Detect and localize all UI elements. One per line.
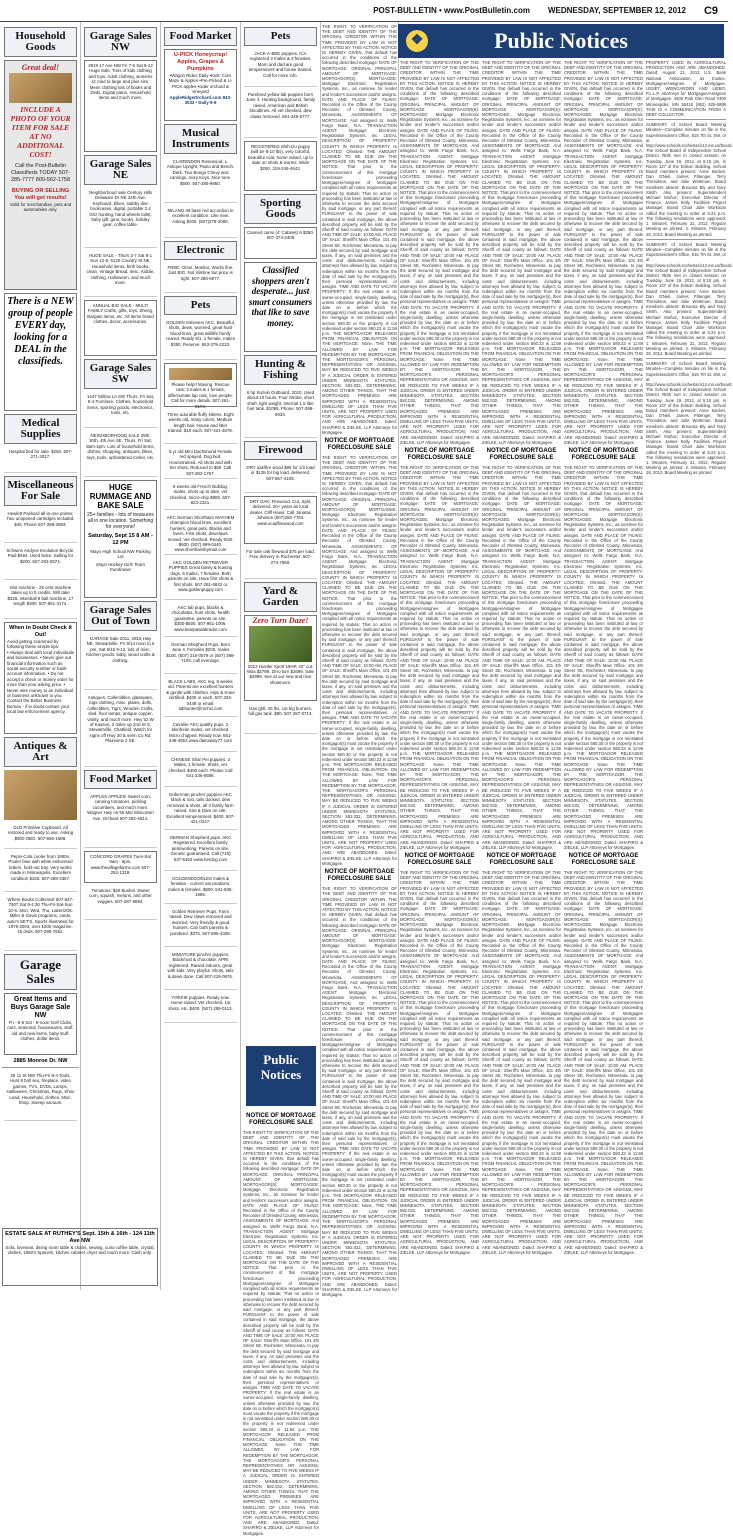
listing-tools-sale[interactable] xyxy=(4,1071,77,1121)
notice-body: THE RIGHT TO VERIFICATION OF THE DEBT AND IDENTITY OF THE ORIGINAL CREDITOR WITHIN THE TIME PROVIDED BY LAW IS NOT AFFECTED BY THIS ACTION. NOTICE IS HEREBY GIVEN, that default has occurred in the conditions of the following described mortgage: DATE OF MORTGAGE: ORIGINAL PRINCIPAL AMOUNT OF MORTGAGE: MORTGAGOR(S): MORTGAGEE: Mortgage Electronic Registration Systems, Inc., as nominee for lender and lender's successors and/or assigns. DATE AND PLACE OF FILING: Recorded in the Office of the County Recorder of Olmsted County, Minnesota. ASSIGNMENTS OF MORTGAGE: And assigned to: Wells Fargo Bank, N.A. TRANSACTION AGENT: Mortgage Electronic Registration Systems, Inc. LEGAL DESCRIPTION OF PROPERTY: COUNTY IN WHICH PROPERTY IS LOCATED: Olmsted. THE AMOUNT CLAIMED TO BE DUE ON THE MORTGAGE ON THE DATE OF THE NOTICE. That prior to the commencement of this mortgage foreclosure proceeding Mortgagee/Assignee of Mortgagee complied with all notice requirements as required by statute; That no action or proceeding has been instituted at law or otherwise to recover the debt secured by said mortgage, or any part thereof; PURSUANT to the power of sale contained in said mortgage, the above described property will be sold by the Sheriff of said county as follows: DATE AND TIME OF SALE: 10:00 AM. PLACE OF SALE: Sheriff's Main Office, 101 4th Street SE, Rochester, Minnesota. to pay the debt secured by said mortgage and taxes, if any, on said premises and the costs and disbursements, including attorneys fees allowed by law, subject to redemption within six months from the date of said sale by the mortgagor(s), their personal representatives or assigns. TIME AND DATE TO VACATE PROPERTY: If the real estate is an owner-occupied, single-family dwelling, unless otherwise provided by law, the date on or before which the mortgagor(s) must vacate the property if the mortgage is not reinstated under section 580.30 or the property is not redeemed under section 580.23 is 11:59 p.m. THE MORTGAGOR RELEASED FROM FINANCIAL OBLIGATION ON THE MORTGAGE: None. THE TIME ALLOWED BY LAW FOR REDEMPTION BY THE MORTGAGOR, THE MORTGAGOR'S PERSONAL REPRESENTATIVES OR ASSIGNS, MAY BE REDUCED TO FIVE WEEKS IF A JUDICIAL ORDER IS ENTERED UNDER MINNESOTA STATUTES, SECTION 582.032, DETERMINING, AMONG OTHER THINGS, THAT THE MORTGAGED PREMISES ARE IMPROVED WITH A RESIDENTIAL DWELLING OF LESS THAN FIVE UNITS, ARE NOT PROPERTY USED FOR AGRICULTURAL PRODUCTION, AND ARE ABANDONED. Dated: SHAPIRO & ZIELKE, LLP Attorneys for Mortgagee. xyxy=(400,60,479,445)
divider xyxy=(2,1067,79,1068)
listing-german-shepherd-pups[interactable] xyxy=(164,833,237,871)
notice-summary: SUMMARY of School Board Meeting Minutes—Complete minutes on file in the Superintendent's Office, 615 7th St. SW, or at http://www.schools.rochester.k12.mn.us/board. The School Board of Independent School District #535 met in closed session on Tuesday, June 19, 2012, at 5:15 pm, in Room 137 of the Edison Building. School Board members present: Anne Becker, Dan O'Neil, James Pittenger, Terry Throndson, and Julie Workman. Board members absent: Breanna Bly and Gary Smith. Also present: Superintendent Michael Muñoz, Executive Director of Finance, James Kelly. Facilities Project Manager. Board Chair Julie Workman called the meeting to order at 5:24 p.m. The following resolutions were approved: 1. Minutes, February 21, 2012, Regular Meeting as printed. 2. Minutes, February 28, 2012, Board Meeting as printed. xyxy=(646,122,733,237)
notice-body: THE RIGHT TO VERIFICATION OF THE DEBT AND IDENTITY OF THE ORIGINAL CREDITOR WITHIN THE TIME PROVIDED BY LAW IS NOT AFFECTED BY THIS ACTION. NOTICE IS HEREBY GIVEN, that default has occurred in the conditions of the following described mortgage: DATE OF MORTGAGE: ORIGINAL PRINCIPAL AMOUNT OF MORTGAGE: MORTGAGOR(S): MORTGAGEE: Mortgage Electronic Registration Systems, Inc., as nominee for lender and lender's successors and/or assigns. DATE AND PLACE OF FILING: Recorded in the Office of the County Recorder of Olmsted County, Minnesota. ASSIGNMENTS OF MORTGAGE: And assigned to: Wells Fargo Bank, N.A. TRANSACTION AGENT: Mortgage Electronic Registration Systems, Inc. LEGAL DESCRIPTION OF PROPERTY: COUNTY IN WHICH PROPERTY IS LOCATED: Olmsted. THE AMOUNT CLAIMED TO BE DUE ON THE MORTGAGE ON THE DATE OF THE NOTICE. That prior to the commencement of this mortgage foreclosure proceeding Mortgagee/Assignee of Mortgagee complied with all notice requirements as required by statute; That no action or proceeding has been instituted at law or otherwise to recover the debt secured by said mortgage, or any part thereof; PURSUANT to the power of sale contained in said mortgage, the above described property will be sold by the Sheriff of said county as follows: DATE AND TIME OF SALE: 10:00 AM. PLACE OF SALE: Sheriff's Main Office, 101 4th Street SE, Rochester, Minnesota. to pay the debt secured by said mortgage and taxes, if any, on said premises and the costs and disbursements, including attorneys fees allowed by law, subject to redemption within six months from the date of said sale by the mortgagor(s), their personal representatives or assigns. TIME AND DATE TO VACATE PROPERTY: If the real estate is an owner-occupied, single-family dwelling, unless otherwise provided by law, the date on or before which the mortgagor(s) must vacate the property if the mortgage is not reinstated under section 580.30 or the property is not redeemed under section 580.23 is 11:59 p.m. THE MORTGAGOR RELEASED FROM FINANCIAL OBLIGATION ON THE MORTGAGE: None. THE TIME ALLOWED BY LAW FOR REDEMPTION BY THE MORTGAGOR, THE MORTGAGOR'S PERSONAL REPRESENTATIVES OR ASSIGNS, MAY BE REDUCED TO FIVE WEEKS IF A JUDICIAL ORDER IS ENTERED UNDER MINNESOTA STATUTES, SECTION 582.032, DETERMINING, AMONG OTHER THINGS, THAT THE MORTGAGED PREMISES ARE IMPROVED WITH A RESIDENTIAL DWELLING OF LESS THAN FIVE UNITS, ARE NOT PROPERTY USED FOR AGRICULTURAL PRODUCTION, AND ARE ABANDONED. Dated: SHAPIRO & ZIELKE, LLP Attorneys for Mortgagee. xyxy=(322,455,397,866)
listing-text: 5 yr old Mini Dachshund Female red spayed. Dog bed. Housetrained. All shots and with her shots, Reduced to $50. Call 507-282-1767. xyxy=(169,449,232,476)
ad-title: Zero Turn Daze! xyxy=(252,616,309,625)
listing-dry-oak-firewood[interactable] xyxy=(244,496,317,544)
listing-tomatoes[interactable] xyxy=(84,886,157,920)
listing-accordion[interactable] xyxy=(164,206,237,238)
listing-title: ESTATE SALE AT RUTHEY'S Sept. 15th & 16th - 124 11th Ave NW xyxy=(5,1231,155,1244)
listing-text: CONCORD GRAPES Tues-Sat 9am - 6pm. www.thevillagefarms.com 507-252-1319. xyxy=(90,854,151,876)
listing-text: AKC lab pups, blacks & chocolates, hunt shots, health guarantee, parents on site, $300-$500. 507-951-1006. www.bearpawlabrador.com xyxy=(171,605,230,632)
listing-text: Schwinn Airdyne Evolution Bicycle. Paid $684. Used twice. Selling for $200. 507-282-0574. xyxy=(6,548,75,564)
listing-jack-a-bee[interactable] xyxy=(244,49,317,87)
notice-column-4 xyxy=(564,60,643,1288)
listing-text: YORKIE puppies. Ready now. Home-raised. Vet checked, 1st shots, etc. $400. (507) 289-0113. xyxy=(168,995,233,1011)
category-garage-sales-nw: Garage Sales NW xyxy=(84,27,157,57)
listing-photo xyxy=(4,770,77,820)
notice-column-2 xyxy=(400,60,479,1288)
listing-rescue-cats[interactable] xyxy=(164,363,237,407)
category-sporting-goods: Sporting Goods xyxy=(244,194,317,224)
listing-suzuki-outboard[interactable] xyxy=(244,388,317,438)
divider xyxy=(646,239,726,240)
listing-text: CHINESE Shar Pei puppies. 2 Males, 1 female. Shots, vet checked. $400 each. Please Call 641-236-6586. xyxy=(168,757,233,779)
public-notices-logo-text: Public Notices xyxy=(260,1052,302,1082)
category-miscellaneous: Miscellaneous For Sale xyxy=(4,476,77,506)
listing-monitor[interactable] xyxy=(164,263,237,293)
listing-yorkie[interactable] xyxy=(164,993,237,1023)
listing-text: OLD Primitive Cupboard. All restored and ready to use. Asking $600 OBO. 507-696-1688. xyxy=(7,825,74,841)
listing-huge-sale-thurs[interactable] xyxy=(84,251,157,297)
listing-printer[interactable] xyxy=(4,509,77,543)
header-page-number: C9 xyxy=(703,4,718,17)
listing-text: German Shepherd Pups. Born June 4. Females $200, males $100. (507) 216-0579 or (507) 399-7193. call evenings. xyxy=(166,642,235,664)
listing-text: Three adorable fluffy kittens. Eight weeks old, many colors. Medium length hair. House and litter trained. $10 each. 507-421-4878. xyxy=(167,412,234,434)
listing-text: 9 weeks old French Bulldog, males, shots up to date, vet checked, micro-chip $800. 507-823-2321. xyxy=(169,484,232,506)
promo-new-group xyxy=(4,293,77,411)
listing-text: AKC German Shorthairs MAYHEM champion blood lines, excellent hunters, great pets. Blacks and livers. First shots, dewclaws moved. Vet checked. Ready 9/30. $600. (507) 699-0440. www.shorthairsbymail.com xyxy=(166,515,235,553)
listing-black-labs[interactable] xyxy=(164,677,237,717)
ad-contact: AppleRidgeOrchard.com 843-3033 • Daily 9-6 xyxy=(169,94,232,106)
megaphone-icon: ❖ xyxy=(406,30,428,52)
category-garage-sales-sw: Garage Sales SW xyxy=(84,359,157,389)
listing-text: Tomatoes: $20 Bushel. Sweet corn, squash, melons, and other veggies. 507-287-8893. xyxy=(89,888,152,904)
public-notices-logo xyxy=(246,1046,316,1106)
category-pets: Pets xyxy=(164,296,237,315)
ad-zero-turn[interactable] xyxy=(244,615,317,701)
promo-valid-text: Valid for merchandise, pets and automobiles only. xyxy=(9,201,72,212)
category-pets: Pets xyxy=(244,27,317,46)
listing-text: Please help!! Moving. Rescue cats: 3 males & 1 female, affectionate lap cats, love people. Call for more details. 507-261-6174. xyxy=(167,382,234,409)
category-medical-supplies: Medical Supplies xyxy=(4,414,77,444)
notice-title: NOTICE OF MORTGAGE FORECLOSURE SALE xyxy=(324,438,395,452)
category-food-market: Food Market xyxy=(164,27,237,46)
ad-text: 2012 Hustler Sport 19HP, 42" cut. Was $2799. Zero turn $2699. Sale $2999. See at our new and nice showroom. xyxy=(247,663,314,685)
listing-shar-pei[interactable] xyxy=(164,755,237,787)
listing-slot-machine[interactable] xyxy=(4,583,77,619)
promo-new-group-text: There is a NEW group of people EVERY day, looking for a DEAL in the classifieds. xyxy=(7,296,74,367)
listing-text: GARAGE Sale 2011, 2815 Hwy NE, Stewartville. Fri 9/14 noon to 6 pm, Sat 9/15 9-12. lots of misc. Kitchen goods, baby, wood crafts & clothing. xyxy=(86,636,155,663)
scam-tips-intro: Avoid getting scammed by following these simple tips: xyxy=(7,639,60,650)
public-notices-header xyxy=(398,24,724,58)
listing-text: MINIATURE pincher puppies. Black/rust & chocolate. APRI registered. Raised indoors, great with kids. Very playful. Shots, tails & dews done. Call 507-219-0976. xyxy=(167,952,234,979)
category-garage-sales: Garage Sales xyxy=(4,954,77,990)
notice-title: NOTICE OF MORTGAGE FORECLOSURE SALE xyxy=(486,448,557,462)
category-firewood: Firewood xyxy=(244,441,317,460)
listing-oak-firewood[interactable] xyxy=(244,547,317,579)
listing-bicycle[interactable] xyxy=(4,546,77,580)
listing-text: 6 hp Suzuki Outboard. 2010. Used about 10 hours. Four Stroke, short shaft, light weight. Internal 1.5 liter fuel tank. $1095. Phone: 507-398-9034. xyxy=(246,390,315,417)
promo-text: Classified shoppers aren't desperate... just smart consumers that like to save money. xyxy=(248,265,313,328)
mower-photo xyxy=(249,626,312,662)
category-garage-sales-out-of-town: Garage Sales Out of Town xyxy=(84,601,157,631)
listing-text: Where Books Collected! 507-947-7907 Sat 9-4:30 Thu-Fri-Sat-Sun 10-6. Mon, Wed, Thu, Lakers/Ok. Miller & Gavin programs, cards, auto's SET'S, Sports illustrated for 1975-2003, over 1200 magazine. 15 dvds. 507-288-7652. xyxy=(7,897,74,935)
listing-goldendoodles[interactable] xyxy=(164,874,237,904)
listing-text: GOLDEN retrievers AKC. Beautiful, shots, dews, wormed, great hunt blood lines, great wildlife family reared. Ready 9/1. 1 female, males $350. Reserve. 563-379-2233. xyxy=(166,320,235,347)
listing-note: Mayo Hockey Girls Team Fundraiser xyxy=(96,561,145,573)
notice-body: THE RIGHT TO VERIFICATION OF THE DEBT AND IDENTITY OF THE ORIGINAL CREDITOR WITHIN THE TIME PROVIDED BY LAW IS NOT AFFECTED BY THIS ACTION. NOTICE IS HEREBY GIVEN, that default has occurred in the conditions of the following described mortgage: DATE OF MORTGAGE: ORIGINAL PRINCIPAL AMOUNT OF MORTGAGE: MORTGAGOR(S): MORTGAGEE: Mortgage Electronic Registration Systems, Inc., as nominee for lender and lender's successors and/or assigns. DATE AND PLACE OF FILING: Recorded in the Office of the County Recorder of Olmsted County, Minnesota. ASSIGNMENTS OF MORTGAGE: And assigned to: Wells Fargo Bank, N.A. TRANSACTION AGENT: Mortgage Electronic Registration Systems, Inc. LEGAL DESCRIPTION OF PROPERTY: COUNTY IN WHICH PROPERTY IS LOCATED: Olmsted. THE AMOUNT CLAIMED TO BE DUE ON THE MORTGAGE ON THE DATE OF THE NOTICE. That prior to the commencement of this mortgage foreclosure proceeding Mortgagee/Assignee of Mortgagee complied with all notice requirements as required by statute; That no action or proceeding has been instituted at law or otherwise to recover the debt secured by said mortgage, or any part thereof; PURSUANT to the power of sale contained in said mortgage, the above described property will be sold by the Sheriff of said county as follows: DATE AND TIME OF SALE: 10:00 AM. PLACE OF SALE: Sheriff's Main Office, 101 4th Street SE, Rochester, Minnesota. to pay the debt secured by said mortgage and taxes, if any, on said premises and the costs and disbursements, including attorneys fees allowed by law, subject to redemption within six months from the date of said sale by the mortgagor(s), their personal representatives or assigns. TIME AND DATE TO VACATE PROPERTY: If the real estate is an owner-occupied, single-family dwelling, unless otherwise provided by law, the date on or before which the mortgagor(s) must vacate the property if the mortgage is not reinstated under section 580.30 or the property is not redeemed under section 580.23 is 11:59 p.m. THE MORTGAGOR RELEASED FROM FINANCIAL OBLIGATION ON THE MORTGAGE: None. THE TIME ALLOWED BY LAW FOR REDEMPTION BY THE MORTGAGOR, THE MORTGAGOR'S PERSONAL REPRESENTATIVES OR ASSIGNS, MAY BE REDUCED TO FIVE WEEKS IF A JUDICIAL ORDER IS ENTERED UNDER MINNESOTA STATUTES, SECTION 582.032, DETERMINING, AMONG OTHER THINGS, THAT THE MORTGAGED PREMISES ARE IMPROVED WITH A RESIDENTIAL DWELLING OF LESS THAN FIVE UNITS, ARE NOT PROPERTY USED FOR AGRICULTURAL PRODUCTION, AND ARE ABANDONED. Dated: SHAPIRO & ZIELKE, LLP Attorneys for Mortgagee. xyxy=(400,870,479,1255)
listing-concord-grapes[interactable] xyxy=(84,851,157,883)
divider xyxy=(646,119,726,120)
listing-title: Great Items and Buys Garage Sale NW xyxy=(10,996,71,1019)
listing-text: MILAND 48 base red accordion in excellent condition. Like new. Asking $200. (507)278-2080. xyxy=(167,208,234,224)
listing-yellow-lab[interactable] xyxy=(244,90,317,138)
notice-summary: SUMMARY of School Board Meeting Minutes—Complete minutes on file in the Superintendent's Office, 615 7th St. SW, or at http://www.schools.rochester.k12.mn.us/board. The School Board of Independent School District #535 met in closed session on Tuesday, June 19, 2012, at 5:15 pm, in Room 137 of the Edison Building. School Board members present: Anne Becker, Dan O'Neil, James Pittenger, Terry Throndson, and Julie Workman. Board members absent: Breanna Bly and Gary Smith. Also present: Superintendent Michael Muñoz, Executive Director of Finance, James Kelly. Facilities Project Manager. Board Chair Julie Workman called the meeting to order at 5:24 p.m. The following resolutions were approved: 1. Minutes, February 21, 2012, Regular Meeting as printed. 2. Minutes, February 28, 2012, Board Meeting as printed. xyxy=(646,241,733,356)
category-musical-instruments: Musical Instruments xyxy=(164,124,237,154)
notice-title: NOTICE OF MORTGAGE FORECLOSURE SALE xyxy=(324,869,395,883)
scam-tips-title: When in Doubt Check it Out! xyxy=(9,625,72,638)
listing-golden-retriever-pups[interactable] xyxy=(164,907,237,947)
column-divider xyxy=(80,22,81,1290)
category-hunting-fishing: Hunting & Fishing xyxy=(244,355,317,385)
listing-french-bulldog[interactable] xyxy=(164,482,237,510)
listing-lab-pups[interactable] xyxy=(164,603,237,637)
promo-buying-text: BUYING OR SELLING You will get results! xyxy=(11,187,70,201)
listing-neighborhood-sale[interactable] xyxy=(84,188,157,248)
listing-huge-sale[interactable] xyxy=(84,60,157,152)
listing-text: FREE: Orion, Monitor, Works fine. Just BIG. Not slimline but price is right. 507-288-9077. xyxy=(167,265,234,281)
notice-body: THE RIGHT TO VERIFICATION OF THE DEBT AND IDENTITY OF THE ORIGINAL CREDITOR WITHIN THE TIME PROVIDED BY LAW IS NOT AFFECTED BY THIS ACTION. NOTICE IS HEREBY GIVEN, that default has occurred in the conditions of the following described mortgage: DATE OF MORTGAGE: ORIGINAL PRINCIPAL AMOUNT OF MORTGAGE: MORTGAGOR(S): MORTGAGEE: Mortgage Electronic Registration Systems, Inc., as nominee for lender and lender's successors and/or assigns. DATE AND PLACE OF FILING: Recorded in the Office of the County Recorder of Olmsted County, Minnesota. ASSIGNMENTS OF MORTGAGE: And assigned to: Wells Fargo Bank, N.A. TRANSACTION AGENT: Mortgage Electronic Registration Systems, Inc. LEGAL DESCRIPTION OF PROPERTY: COUNTY IN WHICH PROPERTY IS LOCATED: Olmsted. THE AMOUNT CLAIMED TO BE DUE ON THE MORTGAGE ON THE DATE OF THE NOTICE. That prior to the commencement of this mortgage foreclosure proceeding Mortgagee/Assignee of Mortgagee complied with all notice requirements as required by statute; That no action or proceeding has been instituted at law or otherwise to recover the debt secured by said mortgage, or any part thereof; PURSUANT to the power of sale contained in said mortgage, the above described property will be sold by the Sheriff of said county as follows: DATE AND TIME OF SALE: 10:00 AM. PLACE OF SALE: Sheriff's Main Office, 101 4th Street SE, Rochester, Minnesota. to pay the debt secured by said mortgage and taxes, if any, on said premises and the costs and disbursements, including attorneys fees allowed by law, subject to redemption within six months from the date of said sale by the mortgagor(s), their personal representatives or assigns. TIME AND DATE TO VACATE PROPERTY: If the real estate is an owner-occupied, single-family dwelling, unless otherwise provided by law, the date on or before which the mortgagor(s) must vacate the property if the mortgage is not reinstated under section 580.30 or the property is not redeemed under section 580.23 is 11:59 p.m. THE MORTGAGOR RELEASED FROM FINANCIAL OBLIGATION ON THE MORTGAGE: None. THE TIME ALLOWED BY LAW FOR REDEMPTION BY THE MORTGAGOR, THE MORTGAGOR'S PERSONAL REPRESENTATIVES OR ASSIGNS, MAY BE REDUCED TO FIVE WEEKS IF A JUDICIAL ORDER IS ENTERED UNDER MINNESOTA STATUTES, SECTION 582.032, DETERMINING, AMONG OTHER THINGS, THAT THE MORTGAGED PREMISES ARE IMPROVED WITH A RESIDENTIAL DWELLING OF LESS THAN FIVE UNITS, ARE NOT PROPERTY USED FOR AGRICULTURAL PRODUCTION, AND ARE ABANDONED. Dated: SHAPIRO & ZIELKE, LLP Attorneys for Mortgagee. xyxy=(564,465,643,850)
notice-body: THE RIGHT TO VERIFICATION OF THE DEBT AND IDENTITY OF THE ORIGINAL CREDITOR WITHIN THE TIME PROVIDED BY LAW IS NOT AFFECTED BY THIS ACTION. NOTICE IS HEREBY GIVEN, that default has occurred in the conditions of the following described mortgage: DATE OF MORTGAGE: ORIGINAL PRINCIPAL AMOUNT OF MORTGAGE: MORTGAGOR(S): MORTGAGEE: Mortgage Electronic Registration Systems, Inc., as nominee for lender and lender's successors and/or assigns. DATE AND PLACE OF FILING: Recorded in the Office of the County Recorder of Olmsted County, Minnesota. ASSIGNMENTS OF MORTGAGE: And assigned to: Wells Fargo Bank, N.A. TRANSACTION AGENT: Mortgage Electronic Registration Systems, Inc. LEGAL DESCRIPTION OF PROPERTY: COUNTY IN WHICH PROPERTY IS LOCATED: Olmsted. THE AMOUNT CLAIMED TO BE DUE ON THE MORTGAGE ON THE DATE OF THE NOTICE. That prior to the commencement of this mortgage foreclosure proceeding Mortgagee/Assignee of Mortgagee complied with all notice requirements as required by statute; That no action or proceeding has been instituted at law or otherwise to recover the debt secured by said mortgage, or any part thereof; PURSUANT to the power of sale contained in said mortgage, the above described property will be sold by the Sheriff of said county as follows: DATE AND TIME OF SALE: 10:00 AM. PLACE OF SALE: Sheriff's Main Office, 101 4th Street SE, Rochester, Minnesota. to pay the debt secured by said mortgage and taxes, if any, on said premises and the costs and disbursements, including attorneys fees allowed by law, subject to redemption within six months from the date of said sale by the mortgagor(s), their personal representatives or assigns. TIME AND DATE TO VACATE PROPERTY: If the real estate is an owner-occupied, single-family dwelling, unless otherwise provided by law, the date on or before which the mortgagor(s) must vacate the property if the mortgage is not reinstated under section 580.30 or the property is not redeemed under section 580.23 is 11:59 p.m. THE MORTGAGOR RELEASED FROM FINANCIAL OBLIGATION ON THE MORTGAGE: None. THE TIME ALLOWED BY LAW FOR REDEMPTION BY THE MORTGAGOR, THE MORTGAGOR'S PERSONAL REPRESENTATIVES OR ASSIGNS, MAY BE REDUCED TO FIVE WEEKS IF A JUDICIAL ORDER IS ENTERED UNDER MINNESOTA STATUTES, SECTION 582.032, DETERMINING, AMONG OTHER THINGS, THAT THE MORTGAGED PREMISES ARE IMPROVED WITH A RESIDENTIAL DWELLING OF LESS THAN FIVE UNITS, ARE NOT PROPERTY USED FOR AGRICULTURAL PRODUCTION, AND ARE ABANDONED. Dated: SHAPIRO & ZIELKE, LLP Attorneys for Mortgagee. xyxy=(564,60,643,445)
listing-miniature-pincher[interactable] xyxy=(164,950,237,990)
listing-gas-grill[interactable] xyxy=(244,704,317,734)
listing-photo xyxy=(169,368,232,380)
category-antiques-art: Antiques & Art xyxy=(4,737,77,767)
ad-upick[interactable] xyxy=(164,49,237,121)
listing-text: Fri - 8-5 Sat - 8-noon Golf Clubs, cars, seasonal, housewares, stuff, old and new items, baby stuff, clothes, dollar items. xyxy=(7,1020,74,1042)
classified-column-2 xyxy=(82,24,159,1288)
notice-body: THE RIGHT TO VERIFICATION OF THE DEBT AND IDENTITY OF THE ORIGINAL CREDITOR WITHIN THE TIME PROVIDED BY LAW IS NOT AFFECTED BY THIS ACTION. NOTICE IS HEREBY GIVEN, that default has occurred in the conditions of the following described mortgage: DATE OF MORTGAGE: ORIGINAL PRINCIPAL AMOUNT OF MORTGAGE: MORTGAGOR(S): MORTGAGEE: Mortgage Electronic Registration Systems, Inc., as nominee for lender and lender's successors and/or assigns. DATE AND PLACE OF FILING: Recorded in the Office of the County Recorder of Olmsted County, Minnesota. ASSIGNMENTS OF MORTGAGE: And assigned to: Wells Fargo Bank, N.A. TRANSACTION AGENT: Mortgage Electronic Registration Systems, Inc. LEGAL DESCRIPTION OF PROPERTY: COUNTY IN WHICH PROPERTY IS LOCATED: Olmsted. THE AMOUNT CLAIMED TO BE DUE ON THE MORTGAGE ON THE DATE OF THE NOTICE. That prior to the commencement of this mortgage foreclosure proceeding Mortgagee/Assignee of Mortgagee complied with all notice requirements as required by statute; That no action or proceeding has been instituted at law or otherwise to recover the debt secured by said mortgage, or any part thereof; PURSUANT to the power of sale contained in said mortgage, the above described property will be sold by the Sheriff of said county as follows: DATE AND TIME OF SALE: 10:00 AM. PLACE OF SALE: Sheriff's Main Office, 101 4th Street SE, Rochester, Minnesota. to pay the debt secured by said mortgage and taxes, if any, on said premises and the costs and disbursements, including attorneys fees allowed by law, subject to redemption within six months from the date of said sale by the mortgagor(s), their personal representatives or assigns. TIME AND DATE TO VACATE PROPERTY: If the real estate is an owner-occupied, single-family dwelling, unless otherwise provided by law, the date on or before which the mortgagor(s) must vacate the property if the mortgage is not reinstated under section 580.30 or the property is not redeemed under section 580.23 is 11:59 p.m. THE MORTGAGOR RELEASED FROM FINANCIAL OBLIGATION ON THE MORTGAGE: None. THE TIME ALLOWED BY LAW FOR REDEMPTION BY THE MORTGAGOR, THE MORTGAGOR'S PERSONAL REPRESENTATIVES OR ASSIGNS, MAY BE REDUCED TO FIVE WEEKS IF A JUDICIAL ORDER IS ENTERED UNDER MINNESOTA STATUTES, SECTION 582.032, DETERMINING, AMONG OTHER THINGS, THAT THE MORTGAGED PREMISES ARE IMPROVED WITH A RESIDENTIAL DWELLING OF LESS THAN FIVE UNITS, ARE NOT PROPERTY USED FOR AGRICULTURAL PRODUCTION, AND ARE ABANDONED. Dated: SHAPIRO & ZIELKE, LLP Attorneys for Mortgagee. xyxy=(400,465,479,850)
listing-text: REGISTERED Shih-tzu puppy (will be 8-10 lbs), very colorful, beautiful coat, home raised, up to date on shots & worms. Wide $250. 319-249-4643. xyxy=(248,144,313,171)
listing-rummage-sale[interactable] xyxy=(84,480,157,598)
notice-body: THE RIGHT TO VERIFICATION OF THE DEBT AND IDENTITY OF THE ORIGINAL CREDITOR WITHIN THE TIME PROVIDED BY LAW IS NOT AFFECTED BY THIS ACTION. NOTICE IS HEREBY GIVEN, that default has occurred in the conditions of the following described mortgage: DATE OF MORTGAGE: ORIGINAL PRINCIPAL AMOUNT OF MORTGAGE: MORTGAGOR(S): MORTGAGEE: Mortgage Electronic Registration Systems, Inc., as nominee for lender and lender's successors and/or assigns. DATE AND PLACE OF FILING: Recorded in the Office of the County Recorder of Olmsted County, Minnesota. ASSIGNMENTS OF MORTGAGE: And assigned to: Wells Fargo Bank, N.A. TRANSACTION AGENT: Mortgage Electronic Registration Systems, Inc. LEGAL DESCRIPTION OF PROPERTY: COUNTY IN WHICH PROPERTY IS LOCATED: Olmsted. THE AMOUNT CLAIMED TO BE DUE ON THE MORTGAGE ON THE DATE OF THE NOTICE. That prior to the commencement of this mortgage foreclosure proceeding Mortgagee/Assignee of Mortgagee complied with all notice requirements as required by statute; That no action or proceeding has been instituted at law or otherwise to recover the debt secured by said mortgage, or any part thereof; PURSUANT to the power of sale contained in said mortgage, the above described property will be sold by the Sheriff of said county as follows: DATE AND TIME OF SALE: 10:00 AM. PLACE OF SALE: Sheriff's Main Office, 101 4th Street SE, Rochester, Minnesota. to pay the debt secured by said mortgage and taxes, if any, on said premises and the costs and disbursements, including attorneys fees allowed by law, subject to redemption within six months from the date of said sale by the mortgagor(s), their personal representatives or assigns. TIME AND DATE TO VACATE PROPERTY: If the real estate is an owner-occupied, single-family dwelling, unless otherwise provided by law, the date on or before which the mortgagor(s) must vacate the property if the mortgage is not reinstated under section 580.30 or the property is not redeemed under section 580.23 is 11:59 p.m. THE MORTGAGOR RELEASED FROM FINANCIAL OBLIGATION ON THE MORTGAGE: None. THE TIME ALLOWED BY LAW FOR REDEMPTION BY THE MORTGAGOR, THE MORTGAGOR'S PERSONAL REPRESENTATIVES OR ASSIGNS, MAY BE REDUCED TO FIVE WEEKS IF A JUDICIAL ORDER IS ENTERED UNDER MINNESOTA STATUTES, SECTION 582.032, DETERMINING, AMONG OTHER THINGS, THAT THE MORTGAGED PREMISES ARE IMPROVED WITH A RESIDENTIAL DWELLING OF LESS THAN FIVE UNITS, ARE NOT PROPERTY USED FOR AGRICULTURAL PRODUCTION, AND ARE ABANDONED. Dated: SHAPIRO & ZIELKE, LLP Attorneys for Mortgagee. xyxy=(322,24,397,435)
listing-text: ANNUAL BIG SALE - MULTI FAMILY Crafts, gifts, toys, Zheng, Bargain items, etc. All items brand clothes, decor, accessories. xyxy=(87,303,154,325)
listing-doberman[interactable] xyxy=(164,790,237,830)
listing-text: Hewlett Packard all-in-one printer. Two unopened cartridges included. $45. Phone 507-288-3693. xyxy=(6,511,75,527)
promo-great-deal: Great deal! xyxy=(21,63,60,72)
promo-classified-shoppers xyxy=(244,262,317,352)
notice-body: THE RIGHT TO VERIFICATION OF THE DEBT AND IDENTITY OF THE ORIGINAL CREDITOR WITHIN THE TIME PROVIDED BY LAW IS NOT AFFECTED BY THIS ACTION. NOTICE IS HEREBY GIVEN, that default has occurred in the conditions of the following described mortgage: DATE OF MORTGAGE: ORIGINAL PRINCIPAL AMOUNT OF MORTGAGE: MORTGAGOR(S): MORTGAGEE: Mortgage Electronic Registration Systems, Inc., as nominee for lender and lender's successors and/or assigns. DATE AND PLACE OF FILING: Recorded in the Office of the County Recorder of Olmsted County, Minnesota. ASSIGNMENTS OF MORTGAGE: And assigned to: Wells Fargo Bank, N.A. TRANSACTION AGENT: Mortgage Electronic Registration Systems, Inc. LEGAL DESCRIPTION OF PROPERTY: COUNTY IN WHICH PROPERTY IS LOCATED: Olmsted. THE AMOUNT CLAIMED TO BE DUE ON THE MORTGAGE ON THE DATE OF THE NOTICE. That prior to the commencement of this mortgage foreclosure proceeding Mortgagee/Assignee of Mortgagee complied with all notice requirements as required by statute; That no action or proceeding has been instituted at law or otherwise to recover the debt secured by said mortgage, or any part thereof; PURSUANT to the power of sale contained in said mortgage, the above described property will be sold by the Sheriff of said county as follows: DATE AND TIME OF SALE: 10:00 AM. PLACE OF SALE: Sheriff's Main Office, 101 4th Street SE, Rochester, Minnesota. to pay the debt secured by said mortgage and taxes, if any, on said premises and the costs and disbursements, including attorneys fees allowed by law, subject to redemption within six months from the date of said sale by the mortgagor(s), their personal representatives or assigns. TIME AND DATE TO VACATE PROPERTY: If the real estate is an owner-occupied, single-family dwelling, unless otherwise provided by law, the date on or before which the mortgagor(s) must vacate the property if the mortgage is not reinstated under section 580.30 or the property is not redeemed under section 580.23 is 11:59 p.m. THE MORTGAGOR RELEASED FROM FINANCIAL OBLIGATION ON THE MORTGAGE: None. THE TIME ALLOWED BY LAW FOR REDEMPTION BY THE MORTGAGOR, THE MORTGAGOR'S PERSONAL REPRESENTATIVES OR ASSIGNS, MAY BE REDUCED TO FIVE WEEKS IF A JUDICIAL ORDER IS ENTERED UNDER MINNESOTA STATUTES, SECTION 582.032, DETERMINING, AMONG OTHER THINGS, THAT THE MORTGAGED PREMISES ARE IMPROVED WITH A RESIDENTIAL DWELLING OF LESS THAN FIVE UNITS, ARE NOT PROPERTY USED FOR AGRICULTURAL PRODUCTION, AND ARE ABANDONED. Dated: SHAPIRO & ZIELKE, LLP Attorneys for Mortgagee. xyxy=(564,870,643,1255)
listing-text: CLARENDON Rosewood, L. Antique Upright, Piano and Bench. Dark. Two Bongo Chevy and carvings. Ivory Keys. Nice tone. $500. 507-285-9950. xyxy=(166,159,235,186)
listing-hospital-bed[interactable] xyxy=(4,447,77,473)
listing-neighborhood-sw[interactable] xyxy=(84,431,157,477)
listing-estate-sale[interactable] xyxy=(2,1228,158,1286)
notice-title: NOTICE OF MORTGAGE FORECLOSURE SALE xyxy=(568,853,639,867)
ad-text: •Wagon Rides Daily •Kids' Corn Maze & Apples •Pre-Picked & U-PICK apples •cider orchard & vineyard xyxy=(168,73,233,95)
listing-dry-oak[interactable] xyxy=(244,463,317,493)
listing-title: HUGE RUMMAGE AND BAKE SALE xyxy=(89,483,152,510)
notice-column-bottom xyxy=(243,1110,319,1536)
notice-title: NOTICE OF MORTGAGE FORECLOSURE SALE xyxy=(404,448,475,462)
listing-text: 1447 Willow Ln SW Thurs, Fri Sat, 8-4 Furniture, Clothes, household items, sporting goods, electronics, tools, etc. xyxy=(86,394,155,416)
listing-cavalier[interactable] xyxy=(164,720,237,752)
listing-stewartville[interactable] xyxy=(84,634,157,690)
header-date: WEDNESDAY, SEPTEMBER 12, 2012 xyxy=(547,6,686,15)
listing-text: Doberman pincher puppies AKC black & rust, tails docked, dew removed & shots, all 3 family farm raised. Sire & Dam on site. Excellent temperament. $400. 507-421-0247. xyxy=(166,792,235,825)
category-electronic: Electronic xyxy=(164,241,237,260)
listing-piano[interactable] xyxy=(164,157,237,203)
divider xyxy=(646,358,726,359)
listing-date: Saturday, Sept 15 8 AM - 12 PM xyxy=(88,533,153,546)
listing-canned-camo[interactable] xyxy=(244,227,317,259)
notice-title: NOTICE OF MORTGAGE FORECLOSURE SALE xyxy=(404,853,475,867)
listing-text: Pepsi-Cola cooler from 1950s. Pooler blue with white embossed letters, hold-out tray. Very works made in Minneapolis. Excellent condition $325. 507-288-3367. xyxy=(8,854,73,881)
listing-books[interactable] xyxy=(4,895,77,951)
promo-include-text: INCLUDE A PHOTO OF YOUR ITEM FOR SALE AT NO ADDITIONAL COST! xyxy=(10,104,71,159)
listing-willow-ln[interactable] xyxy=(84,392,157,428)
notice-summary: SUMMARY of School Board Meeting Minutes—Complete minutes on file in the Superintendent's Office, 615 7th St. SW, or at http://www.schools.rochester.k12.mn.us/board. The School Board of Independent School District #535 met in closed session on Tuesday, June 19, 2012, at 5:15 pm, in Room 137 of the Edison Building. School Board members present: Anne Becker, Dan O'Neil, James Pittenger, Terry Throndson, and Julie Workman. Board members absent: Breanna Bly and Gary Smith. Also present: Superintendent Michael Muñoz, Executive Director of Finance, James Kelly. Facilities Project Manager. Board Chair Julie Workman called the meeting to order at 5:24 p.m. The following resolutions were approved: 1. Minutes, February 21, 2012, Regular Meeting as printed. 2. Minutes, February 28, 2012, Board Meeting as printed. xyxy=(646,361,733,476)
column-divider xyxy=(320,22,321,1290)
listing-location: Mayo High School NW Parking Lot xyxy=(90,549,151,560)
column-divider xyxy=(160,22,161,1290)
notice-body: THE RIGHT TO VERIFICATION OF THE DEBT AND IDENTITY OF THE ORIGINAL CREDITOR WITHIN THE TIME PROVIDED BY LAW IS NOT AFFECTED BY THIS ACTION. NOTICE IS HEREBY GIVEN, that default has occurred in the conditions of the following described mortgage: DATE OF MORTGAGE: ORIGINAL PRINCIPAL AMOUNT OF MORTGAGE: MORTGAGOR(S): MORTGAGEE: Mortgage Electronic Registration Systems, Inc., as nominee for lender and lender's successors and/or assigns. DATE AND PLACE OF FILING: Recorded in the Office of the County Recorder of Olmsted County, Minnesota. ASSIGNMENTS OF MORTGAGE: And assigned to: Wells Fargo Bank, N.A. TRANSACTION AGENT: Mortgage Electronic Registration Systems, Inc. LEGAL DESCRIPTION OF PROPERTY: COUNTY IN WHICH PROPERTY IS LOCATED: Olmsted. THE AMOUNT CLAIMED TO BE DUE ON THE MORTGAGE ON THE DATE OF THE NOTICE. That prior to the commencement of this mortgage foreclosure proceeding Mortgagee/Assignee of Mortgagee complied with all notice requirements as required by statute; That no action or proceeding has been instituted at law or otherwise to recover the debt secured by said mortgage, or any part thereof; PURSUANT to the power of sale contained in said mortgage, the above described property will be sold by the Sheriff of said county as follows: DATE AND TIME OF SALE: 10:00 AM. PLACE OF SALE: Sheriff's Main Office, 101 4th Street SE, Rochester, Minnesota. to pay the debt secured by said mortgage and taxes, if any, on said premises and the costs and disbursements, including attorneys fees allowed by law, subject to redemption within six months from the date of said sale by the mortgagor(s), their personal representatives or assigns. TIME AND DATE TO VACATE PROPERTY: If the real estate is an owner-occupied, single-family dwelling, unless otherwise provided by law, the date on or before which the mortgagor(s) must vacate the property if the mortgage is not reinstated under section 580.30 or the property is not redeemed under section 580.23 is 11:59 p.m. THE MORTGAGOR RELEASED FROM FINANCIAL OBLIGATION ON THE MORTGAGE: None. THE TIME ALLOWED BY LAW FOR REDEMPTION BY THE MORTGAGOR, THE MORTGAGOR'S PERSONAL REPRESENTATIVES OR ASSIGNS, MAY BE REDUCED TO FIVE WEEKS IF A JUDICIAL ORDER IS ENTERED UNDER MINNESOTA STATUTES, SECTION 582.032, DETERMINING, AMONG OTHER THINGS, THAT THE MORTGAGED PREMISES ARE IMPROVED WITH A RESIDENTIAL DWELLING OF LESS THAN FIVE UNITS, ARE NOT PROPERTY USED FOR AGRICULTURAL PRODUCTION, AND ARE ABANDONED. Dated: SHAPIRO & ZIELKE, LLP Attorneys for Mortgagee. xyxy=(243,1130,319,1536)
promo-include-photo[interactable] xyxy=(4,60,77,290)
notice-title: NOTICE OF MORTGAGE FORECLOSURE SALE xyxy=(486,853,557,867)
category-garage-sales-ne: Garage Sales NE xyxy=(84,155,157,185)
listing-text: DRY OAK: Firewood. Cut, Split, delivered. 20+ years as local dealer. Cliff Hasel. Call Jonatas Johnson (507)282-7763. www.ocadfirewood.com xyxy=(249,499,312,526)
category-household-goods: Household Goods xyxy=(4,27,77,57)
notice-title: NOTICE OF MORTGAGE FORECLOSURE SALE xyxy=(246,1113,316,1126)
listing-text: 2919 17 Ave NW Fri 7-5 Sat 8-12 Huge Sale. Tons of kids clothing and toys. Adult clothing, womens sz med to large and plus size. Mens clothing lots of books and Dvds. Digital piano. Household items and much more. xyxy=(88,63,153,101)
listing-apples[interactable] xyxy=(84,792,157,848)
classified-column-1 xyxy=(2,24,79,1288)
listing-text: For sale oak firewood $75 per load. Free delivery in Rochester. 507-273-7960. xyxy=(246,549,315,565)
listing-text: 25+ families - lots of treasures all in one location. Something for everyone! xyxy=(87,512,154,530)
listing-text: Purebred yellow lab puppies born June 4. Hunting background, family raised. American and British bloodlines. All vet checked. dew claws removed. 651-345-5777. xyxy=(246,92,315,119)
listing-text: Sofa, loveseat, dining room table & chairs, sewing, curio coffee table, crystal, dishes, 1950's Spanish, kitchen cabinet, dryer and much more. Cash only. xyxy=(5,1245,155,1256)
listing-text: Hospital bed for sale. $250. 507-271-3017. xyxy=(8,449,73,460)
listing-text: Antiques, Collectibles, glassware, rugs clothing, misc. plates, dolls, collectibles, Tigrs, Wooden Crafts, sled, floor lamps, antique copper, vanity, and much more. Hwy 52 W of Kasson, 2 miles up 2nd St S, Stewartville, Chatfield, Watch for signs off Hwy 30 & seen Co Rd. Plainview 2 SE. xyxy=(87,695,154,744)
listing-pepsi-cooler[interactable] xyxy=(4,852,77,892)
notice-column-1 xyxy=(322,24,397,1297)
listing-antiques-collectibles[interactable] xyxy=(84,693,157,767)
column-divider xyxy=(240,22,241,1290)
listing-text: HUGE SALE - Thurs 3-7 Sat 8-1 Sun 12-6. 5120 Country St NE. Household items, birth books, clean. Vintage Bread, misc. Kiddie, clothing, Halloween, and much more. xyxy=(86,253,155,286)
listing-text: GOLDENDOODLES males & females - current vaccinations, males & females. $500. 641-836-1986. xyxy=(168,876,233,898)
listing-cupboard[interactable] xyxy=(4,823,77,849)
listing-kittens[interactable] xyxy=(164,410,237,444)
notice-column-5 xyxy=(646,60,733,1288)
listing-text: Cavalier AKC quality pups. 2 blenheim males, vet checked. Micro chipped. Ready now. 651-448-4553 www.dainsway77.com xyxy=(169,722,232,744)
listing-text: BLACK LABS, AKC reg, 9 weeks old. Parents are excellent hunters & gentle with children. Hips & Knee certified. $400 or each. 507-332-0449 or email: labhunter@mchsi.com xyxy=(166,679,235,712)
listing-dachshund[interactable] xyxy=(164,447,237,479)
listing-text: Slot machine - 25 cent machine takes up to 5 credits. Will take $325. Skeeball 8 ball machine, 17 length $300. 507-951-4174. xyxy=(7,585,74,607)
listing-text: 28 11 St NW Thu-Fri 8-4 Tools, Hunt 8 boll sex, fireplace, video games, TV's, DVDs, Lamps, Halloween, Christmas, Rugs, Shoe Lead, Household, clothes, Misc. Shop. Sweep vacuum. xyxy=(6,1073,75,1106)
notice-body: THE RIGHT TO VERIFICATION OF THE DEBT AND IDENTITY OF THE ORIGINAL CREDITOR WITHIN THE TIME PROVIDED BY LAW IS NOT AFFECTED BY THIS ACTION. NOTICE IS HEREBY GIVEN, that default has occurred in the conditions of the following described mortgage: DATE OF MORTGAGE: ORIGINAL PRINCIPAL AMOUNT OF MORTGAGE: MORTGAGOR(S): MORTGAGEE: Mortgage Electronic Registration Systems, Inc., as nominee for lender and lender's successors and/or assigns. DATE AND PLACE OF FILING: Recorded in the Office of the County Recorder of Olmsted County, Minnesota. ASSIGNMENTS OF MORTGAGE: And assigned to: Wells Fargo Bank, N.A. TRANSACTION AGENT: Mortgage Electronic Registration Systems, Inc. LEGAL DESCRIPTION OF PROPERTY: COUNTY IN WHICH PROPERTY IS LOCATED: Olmsted. THE AMOUNT CLAIMED TO BE DUE ON THE MORTGAGE ON THE DATE OF THE NOTICE. That prior to the commencement of this mortgage foreclosure proceeding Mortgagee/Assignee of Mortgagee complied with all notice requirements as required by statute; That no action or proceeding has been instituted at law or otherwise to recover the debt secured by said mortgage, or any part thereof; PURSUANT to the power of sale contained in said mortgage, the above described property will be sold by the Sheriff of said county as follows: DATE AND TIME OF SALE: 10:00 AM. PLACE OF SALE: Sheriff's Main Office, 101 4th Street SE, Rochester, Minnesota. to pay the debt secured by said mortgage and taxes, if any, on said premises and the costs and disbursements, including attorneys fees allowed by law, subject to redemption within six months from the date of said sale by the mortgagor(s), their personal representatives or assigns. TIME AND DATE TO VACATE PROPERTY: If the real estate is an owner-occupied, single-family dwelling, unless otherwise provided by law, the date on or before which the mortgagor(s) must vacate the property if the mortgage is not reinstated under section 580.30 or the property is not redeemed under section 580.23 is 11:59 p.m. THE MORTGAGOR RELEASED FROM FINANCIAL OBLIGATION ON THE MORTGAGE: None. THE TIME ALLOWED BY LAW FOR REDEMPTION BY THE MORTGAGOR, THE MORTGAGOR'S PERSONAL REPRESENTATIVES OR ASSIGNS, MAY BE REDUCED TO FIVE WEEKS IF A JUDICIAL ORDER IS ENTERED UNDER MINNESOTA STATUTES, SECTION 582.032, DETERMINING, AMONG OTHER THINGS, THAT THE MORTGAGED PREMISES ARE IMPROVED WITH A RESIDENTIAL DWELLING OF LESS THAN FIVE UNITS, ARE NOT PROPERTY USED FOR AGRICULTURAL PRODUCTION, AND ARE ABANDONED. Dated: SHAPIRO & ZIELKE, LLP Attorneys for Mortgagee. xyxy=(322,886,397,1297)
scam-tips-box xyxy=(4,622,77,734)
listing-german-shorthairs[interactable] xyxy=(164,513,237,555)
notice-title: NOTICE OF MORTGAGE FORECLOSURE SALE xyxy=(568,448,639,462)
listing-multi-family[interactable] xyxy=(84,300,157,356)
listing-text: NEIGHBORHOOD SALE 29th, 30th, 4th Ave SE. Thurs. Fri Sat, 8am-4pm. Lots of household items, dishes, shopping, antiques, bikes, toys, tools, upholstered rocker, etc. xyxy=(86,433,155,460)
listing-german-shepherd[interactable] xyxy=(164,640,237,674)
notice-body: THE RIGHT TO VERIFICATION OF THE DEBT AND IDENTITY OF THE ORIGINAL CREDITOR WITHIN THE TIME PROVIDED BY LAW IS NOT AFFECTED BY THIS ACTION. NOTICE IS HEREBY GIVEN, that default has occurred in the conditions of the following described mortgage: DATE OF MORTGAGE: ORIGINAL PRINCIPAL AMOUNT OF MORTGAGE: MORTGAGOR(S): MORTGAGEE: Mortgage Electronic Registration Systems, Inc., as nominee for lender and lender's successors and/or assigns. DATE AND PLACE OF FILING: Recorded in the Office of the County Recorder of Olmsted County, Minnesota. ASSIGNMENTS OF MORTGAGE: And assigned to: Wells Fargo Bank, N.A. TRANSACTION AGENT: Mortgage Electronic Registration Systems, Inc. LEGAL DESCRIPTION OF PROPERTY: COUNTY IN WHICH PROPERTY IS LOCATED: Olmsted. THE AMOUNT CLAIMED TO BE DUE ON THE MORTGAGE ON THE DATE OF THE NOTICE. That prior to the commencement of this mortgage foreclosure proceeding Mortgagee/Assignee of Mortgagee complied with all notice requirements as required by statute; That no action or proceeding has been instituted at law or otherwise to recover the debt secured by said mortgage, or any part thereof; PURSUANT to the power of sale contained in said mortgage, the above described property will be sold by the Sheriff of said county as follows: DATE AND TIME OF SALE: 10:00 AM. PLACE OF SALE: Sheriff's Main Office, 101 4th Street SE, Rochester, Minnesota. to pay the debt secured by said mortgage and taxes, if any, on said premises and the costs and disbursements, including attorneys fees allowed by law, subject to redemption within six months from the date of said sale by the mortgagor(s), their personal representatives or assigns. TIME AND DATE TO VACATE PROPERTY: If the real estate is an owner-occupied, single-family dwelling, unless otherwise provided by law, the date on or before which the mortgagor(s) must vacate the property if the mortgage is not reinstated under section 580.30 or the property is not redeemed under section 580.23 is 11:59 p.m. THE MORTGAGOR RELEASED FROM FINANCIAL OBLIGATION ON THE MORTGAGE: None. THE TIME ALLOWED BY LAW FOR REDEMPTION BY THE MORTGAGOR, THE MORTGAGOR'S PERSONAL REPRESENTATIVES OR ASSIGNS, MAY BE REDUCED TO FIVE WEEKS IF A JUDICIAL ORDER IS ENTERED UNDER MINNESOTA STATUTES, SECTION 582.032, DETERMINING, AMONG OTHER THINGS, THAT THE MORTGAGED PREMISES ARE IMPROVED WITH A RESIDENTIAL DWELLING OF LESS THAN FIVE UNITS, ARE NOT PROPERTY USED FOR AGRICULTURAL PRODUCTION, AND ARE ABANDONED. Dated: SHAPIRO & ZIELKE, LLP Attorneys for Mortgagee. xyxy=(482,465,561,850)
listing-great-items[interactable] xyxy=(4,993,77,1055)
promo-photo xyxy=(9,73,72,103)
listing-text: AKC GOLDEN RETRIEVER PUPPIES Great family & hunting dogs. 5 males, 7 females. Both parents on site. Have first shots & first shots. 507-251-6842 or www.goldenpuppy.com xyxy=(167,560,234,593)
ad-title: U-PICK Honeycrisp! Apples, Grapes & Pumpkins xyxy=(173,52,228,72)
header-source: POST-BULLETIN • www.PostBulletin.com xyxy=(373,6,530,15)
listing-text: JACK-A-BEE puppies. ICA registered 3 males & 3 females. Mom and dad are good temperament and house trained. Call for more info. xyxy=(248,51,313,78)
classified-column-3 xyxy=(162,24,239,1288)
notice-body: THE RIGHT TO VERIFICATION OF THE DEBT AND IDENTITY OF THE ORIGINAL CREDITOR WITHIN THE TIME PROVIDED BY LAW IS NOT AFFECTED BY THIS ACTION. NOTICE IS HEREBY GIVEN, that default has occurred in the conditions of the following described mortgage: DATE OF MORTGAGE: ORIGINAL PRINCIPAL AMOUNT OF MORTGAGE: MORTGAGOR(S): MORTGAGEE: Mortgage Electronic Registration Systems, Inc., as nominee for lender and lender's successors and/or assigns. DATE AND PLACE OF FILING: Recorded in the Office of the County Recorder of Olmsted County, Minnesota. ASSIGNMENTS OF MORTGAGE: And assigned to: Wells Fargo Bank, N.A. TRANSACTION AGENT: Mortgage Electronic Registration Systems, Inc. LEGAL DESCRIPTION OF PROPERTY: COUNTY IN WHICH PROPERTY IS LOCATED: Olmsted. THE AMOUNT CLAIMED TO BE DUE ON THE MORTGAGE ON THE DATE OF THE NOTICE. That prior to the commencement of this mortgage foreclosure proceeding Mortgagee/Assignee of Mortgagee complied with all notice requirements as required by statute; That no action or proceeding has been instituted at law or otherwise to recover the debt secured by said mortgage, or any part thereof; PURSUANT to the power of sale contained in said mortgage, the above described property will be sold by the Sheriff of said county as follows: DATE AND TIME OF SALE: 10:00 AM. PLACE OF SALE: Sheriff's Main Office, 101 4th Street SE, Rochester, Minnesota. to pay the debt secured by said mortgage and taxes, if any, on said premises and the costs and disbursements, including attorneys fees allowed by law, subject to redemption within six months from the date of said sale by the mortgagor(s), their personal representatives or assigns. TIME AND DATE TO VACATE PROPERTY: If the real estate is an owner-occupied, single-family dwelling, unless otherwise provided by law, the date on or before which the mortgagor(s) must vacate the property if the mortgage is not reinstated under section 580.30 or the property is not redeemed under section 580.23 is 11:59 p.m. THE MORTGAGOR RELEASED FROM FINANCIAL OBLIGATION ON THE MORTGAGE: None. THE TIME ALLOWED BY LAW FOR REDEMPTION BY THE MORTGAGOR, THE MORTGAGOR'S PERSONAL REPRESENTATIVES OR ASSIGNS, MAY BE REDUCED TO FIVE WEEKS IF A JUDICIAL ORDER IS ENTERED UNDER MINNESOTA STATUTES, SECTION 582.032, DETERMINING, AMONG OTHER THINGS, THAT THE MORTGAGED PREMISES ARE IMPROVED WITH A RESIDENTIAL DWELLING OF LESS THAN FIVE UNITS, ARE NOT PROPERTY USED FOR AGRICULTURAL PRODUCTION, AND ARE ABANDONED. Dated: SHAPIRO & ZIELKE, LLP Attorneys for Mortgagee. xyxy=(482,60,561,445)
listing-text: GERMAN Shepherd pups. AKC Registered. Excellent family pets/working. Parents on site. Genetic guaranteed. Call (715) 537-5453 www.herdog.com xyxy=(169,835,232,862)
listing-text: Golden Retriever Pups. Farm raised. Dew claws removed and wormed. Very friendly & good hunters. Can both parents & purebred. $375. 507-696-4308. xyxy=(169,909,232,936)
listing-text: Gas grill, 40 lbs, cut big burners, full gas tank. $80. 507-287-0713. xyxy=(248,706,313,717)
notice-body: PROPERTY USED IN AGRICULTURAL PRODUCTION AND ARE ABANDONED. Dated: August 21, 2012 U.S. Bank National Association, as trustee. Mortgagee/Assignee of Mortgagee. USSET, WEINGARDEN AND LIEBO, P.L.L.P. Attorneys for Mortgagee/Assignee of Mortgagee. 4500 Park Glen Road #300 Minneapolis, MN 55416 (952) 925-6888 THIS IS A COMMUNICATION FROM A DEBT COLLECTOR. xyxy=(646,60,726,118)
listing-text: APPLES APPLES! Sweet corn, canning tomatoes, pickling cucumbers, and much more. Wagner Hwy on 55 Mid Wisconsin Ave. Orchard 507-282-4544. xyxy=(87,794,154,821)
category-food-market: Food Market xyxy=(84,770,157,789)
listing-text: DRY oak/fire wood $85 for 1/2 load or $135 for big load, delivered. 507-867-4109. xyxy=(246,465,315,481)
listing-golden-retriever-puppies[interactable] xyxy=(164,558,237,600)
column-divider xyxy=(398,22,399,1290)
notice-body: THE RIGHT TO VERIFICATION OF THE DEBT AND IDENTITY OF THE ORIGINAL CREDITOR WITHIN THE TIME PROVIDED BY LAW IS NOT AFFECTED BY THIS ACTION. NOTICE IS HEREBY GIVEN, that default has occurred in the conditions of the following described mortgage: DATE OF MORTGAGE: ORIGINAL PRINCIPAL AMOUNT OF MORTGAGE: MORTGAGOR(S): MORTGAGEE: Mortgage Electronic Registration Systems, Inc., as nominee for lender and lender's successors and/or assigns. DATE AND PLACE OF FILING: Recorded in the Office of the County Recorder of Olmsted County, Minnesota. ASSIGNMENTS OF MORTGAGE: And assigned to: Wells Fargo Bank, N.A. TRANSACTION AGENT: Mortgage Electronic Registration Systems, Inc. LEGAL DESCRIPTION OF PROPERTY: COUNTY IN WHICH PROPERTY IS LOCATED: Olmsted. THE AMOUNT CLAIMED TO BE DUE ON THE MORTGAGE ON THE DATE OF THE NOTICE. That prior to the commencement of this mortgage foreclosure proceeding Mortgagee/Assignee of Mortgagee complied with all notice requirements as required by statute; That no action or proceeding has been instituted at law or otherwise to recover the debt secured by said mortgage, or any part thereof; PURSUANT to the power of sale contained in said mortgage, the above described property will be sold by the Sheriff of said county as follows: DATE AND TIME OF SALE: 10:00 AM. PLACE OF SALE: Sheriff's Main Office, 101 4th Street SE, Rochester, Minnesota. to pay the debt secured by said mortgage and taxes, if any, on said premises and the costs and disbursements, including attorneys fees allowed by law, subject to redemption within six months from the date of said sale by the mortgagor(s), their personal representatives or assigns. TIME AND DATE TO VACATE PROPERTY: If the real estate is an owner-occupied, single-family dwelling, unless otherwise provided by law, the date on or before which the mortgagor(s) must vacate the property if the mortgage is not reinstated under section 580.30 or the property is not redeemed under section 580.23 is 11:59 p.m. THE MORTGAGOR RELEASED FROM FINANCIAL OBLIGATION ON THE MORTGAGE: None. THE TIME ALLOWED BY LAW FOR REDEMPTION BY THE MORTGAGOR, THE MORTGAGOR'S PERSONAL REPRESENTATIVES OR ASSIGNS, MAY BE REDUCED TO FIVE WEEKS IF A JUDICIAL ORDER IS ENTERED UNDER MINNESOTA STATUTES, SECTION 582.032, DETERMINING, AMONG OTHER THINGS, THAT THE MORTGAGED PREMISES ARE IMPROVED WITH A RESIDENTIAL DWELLING OF LESS THAN FIVE UNITS, ARE NOT PROPERTY USED FOR AGRICULTURAL PRODUCTION, AND ARE ABANDONED. Dated: SHAPIRO & ZIELKE, LLP Attorneys for Mortgagee. xyxy=(482,870,561,1255)
category-yard-garden: Yard & Garden xyxy=(244,582,317,612)
listing-text: Neighborhood sale Century Hills Delaware Dr NE 24th Ave. Keyboard, bikes, stabby disc bookcases, digital, portable 2.4 Ghz hunting, hand wheels toilet, baby gift. gear, books, holiday gear, coffee table. xyxy=(89,190,152,228)
public-notices-title: Public Notices xyxy=(494,28,628,53)
listing-address: 2885 Monroe Dr. NW xyxy=(13,1058,68,1064)
promo-call-text: Call the Post-Bulletin Classifieds TODAY 507-285-7777 800-562-1758 xyxy=(10,162,71,183)
listing-text: Canned camo (4' Cabinet) 6 $250. 507-374-2406 xyxy=(247,230,314,241)
listing-shih-tzu[interactable] xyxy=(244,141,317,191)
notice-column-3 xyxy=(482,60,561,1288)
page-header xyxy=(0,0,728,22)
listing-golden-retrievers[interactable] xyxy=(164,318,237,360)
scam-tips-list: • Always deal with local individuals and businesses. • Never give out financial information such as social security number or bank account information. • Do not accept a check or money order for more than your asking price. • Never wire money to an individual or business unknown to you. Contact the Better Business Bureau - if in doubt contact your local law enforcement agency. xyxy=(7,649,74,715)
